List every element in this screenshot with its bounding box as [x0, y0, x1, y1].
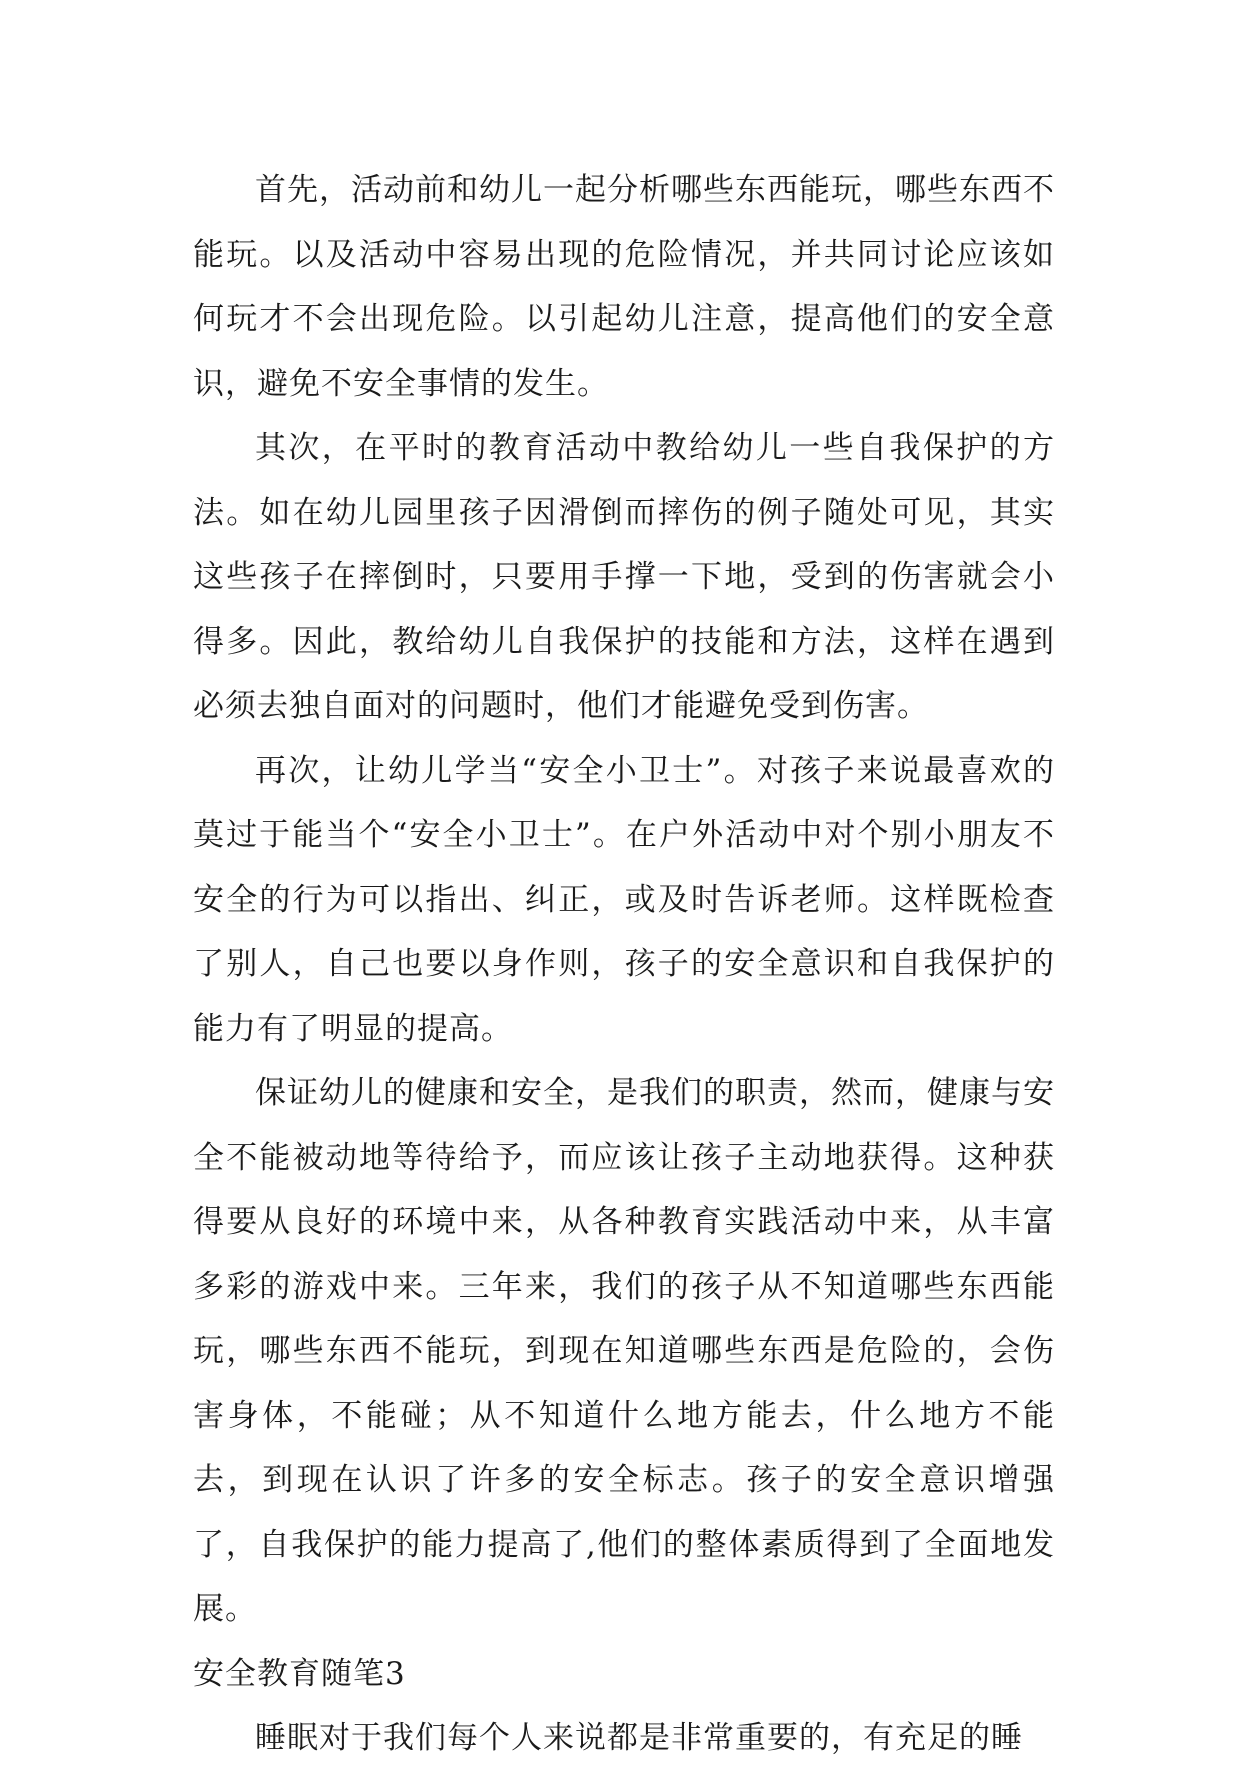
- section-title: 安全教育随笔3: [193, 1655, 406, 1692]
- paragraph-second: 其次，在平时的教育活动中教给幼儿一些自我保护的方法。如在幼儿园里孩子因滑倒而摔伤的例子随处可见，其实这些孩子在摔倒时，只要用手撑一下地，受到的伤害就会小得多。因此，教给幼儿自我保护的技能和方法，这样在遇到必须去独自面对的问题时，他们才能避免受到伤害。: [193, 430, 1055, 724]
- paragraph-third: 再次，让幼儿学当“安全小卫士”。对孩子来说最喜欢的莫过于能当个“安全小卫士”。在户外活动中对个别小朋友不安全的行为可以指出、纠正，或及时告诉老师。这样既检查了别人，自己也要以身作则，孩子的安全意识和自我保护的能力有了明显的提高。: [193, 752, 1055, 1047]
- paragraph-next: 睡眠对于我们每个人来说都是非常重要的，有充足的睡: [255, 1720, 1023, 1756]
- document-body: [193, 158, 1055, 1771]
- paragraph-first: 首先，活动前和幼儿一起分析哪些东西能玩，哪些东西不能玩。以及活动中容易出现的危险情况，并共同讨论应该如何玩才不会出现危险。以引起幼儿注意，提高他们的安全意识，避免不安全事情的发生。: [193, 172, 1055, 402]
- paragraph-fourth: 保证幼儿的健康和安全，是我们的职责，然而，健康与安全不能被动地等待给予，而应该让孩子主动地获得。这种获得要从良好的环境中来，从各种教育实践活动中来，从丰富多彩的游戏中来。三年来，我们的孩子从不知道哪些东西能玩，哪些东西不能玩，到现在知道哪些东西是危险的，会伤害身体，不能碰；从不知道什么地方能去，什么地方不能去，到现在认识了许多的安全标志。孩子的安全意识增强了，自我保护的能力提高了,他们的整体素质得到了全面地发展。: [193, 1075, 1055, 1627]
